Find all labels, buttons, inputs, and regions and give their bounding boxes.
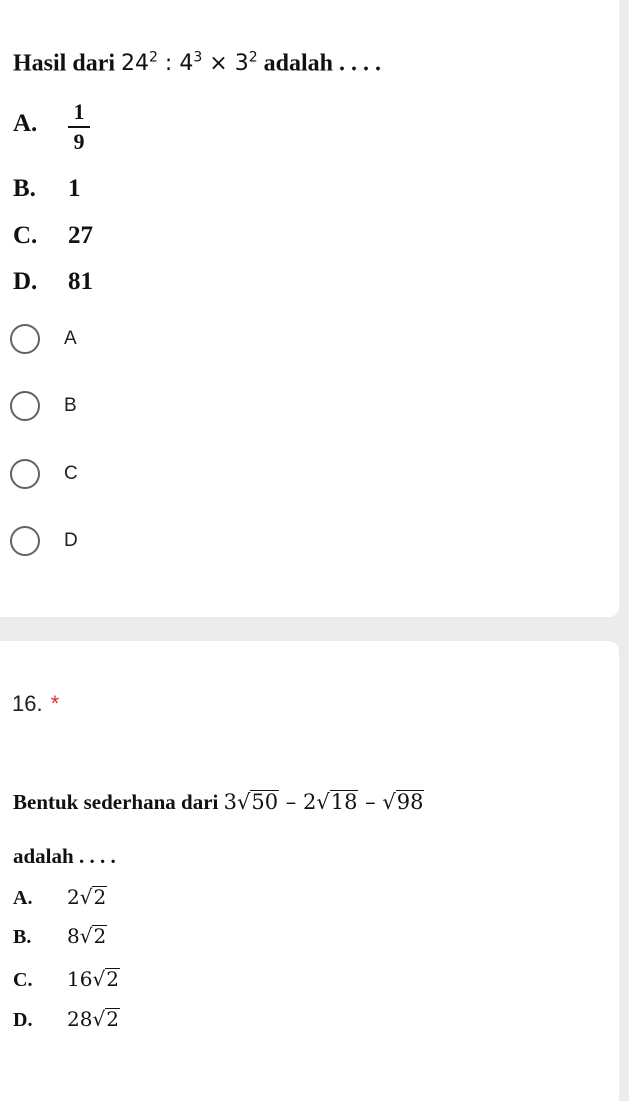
exp-3: 3 [193, 50, 203, 66]
choice-label: C [64, 463, 78, 484]
option-value [67, 924, 107, 948]
option-d-value: 81 [68, 268, 93, 295]
base-3: 3 [234, 51, 249, 77]
radio-choice-b[interactable] [10, 388, 77, 424]
stem-prefix: Bentuk sederhana dari [13, 790, 219, 814]
sqrt-symbol: √ [79, 885, 93, 909]
sqrt-symbol: √ [237, 790, 251, 814]
coef-3: 3 [223, 790, 237, 814]
divide-op: : [157, 51, 180, 77]
radicand: 2 [106, 967, 119, 991]
option-value [67, 885, 107, 909]
sqrt-symbol: √ [316, 790, 330, 814]
choice-label: D [64, 530, 78, 551]
exp-2: 2 [149, 50, 158, 66]
option-letter: A. [13, 887, 33, 909]
option-b-letter: B. [13, 175, 36, 202]
option-a-letter: A. [13, 110, 38, 137]
option-b [13, 924, 107, 949]
option-d-letter: D. [13, 268, 38, 295]
option-a [13, 885, 107, 910]
sqrt-symbol: √ [382, 790, 396, 814]
fraction-bar [68, 126, 90, 128]
radicand-98: 98 [396, 790, 424, 814]
minus-op: – [358, 790, 383, 814]
coef: 28 [67, 1007, 93, 1031]
option-value [67, 967, 120, 991]
stem-suffix: adalah . . . . [263, 50, 381, 77]
radio-choice-c[interactable] [10, 456, 78, 492]
coef: 2 [67, 885, 80, 909]
option-letter: C. [13, 969, 33, 991]
radicand-18: 18 [330, 790, 358, 814]
radicand: 2 [93, 924, 107, 948]
math-expression [121, 51, 258, 76]
sqrt-symbol: √ [92, 967, 106, 991]
coef-2: 2 [302, 790, 317, 814]
radicand: 2 [93, 885, 107, 909]
stem-line-2: adalah . . . . [13, 844, 116, 868]
required-asterisk: * [50, 691, 60, 716]
base-24: 24 [121, 51, 150, 77]
option-value [67, 1007, 120, 1031]
option-c-value: 27 [68, 222, 93, 249]
option-c-letter: C. [13, 222, 38, 249]
radicand-50: 50 [251, 790, 279, 814]
minus-op: – [279, 790, 303, 814]
radio-choice-d[interactable] [10, 523, 78, 559]
radio-button[interactable] [10, 324, 40, 354]
question-card-16 [0, 641, 619, 1101]
radio-button[interactable] [10, 526, 40, 556]
radio-choice-a[interactable] [10, 321, 77, 357]
option-c [13, 967, 120, 992]
radio-button[interactable] [10, 391, 40, 421]
option-b-value: 1 [68, 175, 81, 202]
choice-label: B [64, 395, 77, 416]
option-d [13, 1007, 120, 1032]
sqrt-symbol: √ [92, 1007, 106, 1031]
question-image-stem [13, 790, 424, 815]
sqrt-symbol: √ [79, 924, 93, 948]
fraction-numerator: 1 [73, 99, 85, 124]
question-title [12, 691, 59, 717]
base-4: 4 [179, 51, 194, 77]
coef: 16 [67, 967, 93, 991]
option-letter: D. [13, 1009, 33, 1031]
option-a-fraction [68, 100, 90, 154]
radio-button[interactable] [10, 459, 40, 489]
question-image-stem [13, 50, 381, 77]
exp-2b: 2 [248, 50, 258, 66]
coef: 8 [67, 924, 80, 948]
choice-label: A [64, 328, 77, 349]
times-op: × [202, 51, 235, 77]
math-expression [224, 790, 425, 814]
question-number: 16. [12, 691, 43, 716]
option-letter: B. [13, 926, 32, 948]
fraction-denominator: 9 [73, 129, 85, 154]
radicand: 2 [106, 1007, 119, 1031]
stem-prefix: Hasil dari [13, 50, 116, 77]
